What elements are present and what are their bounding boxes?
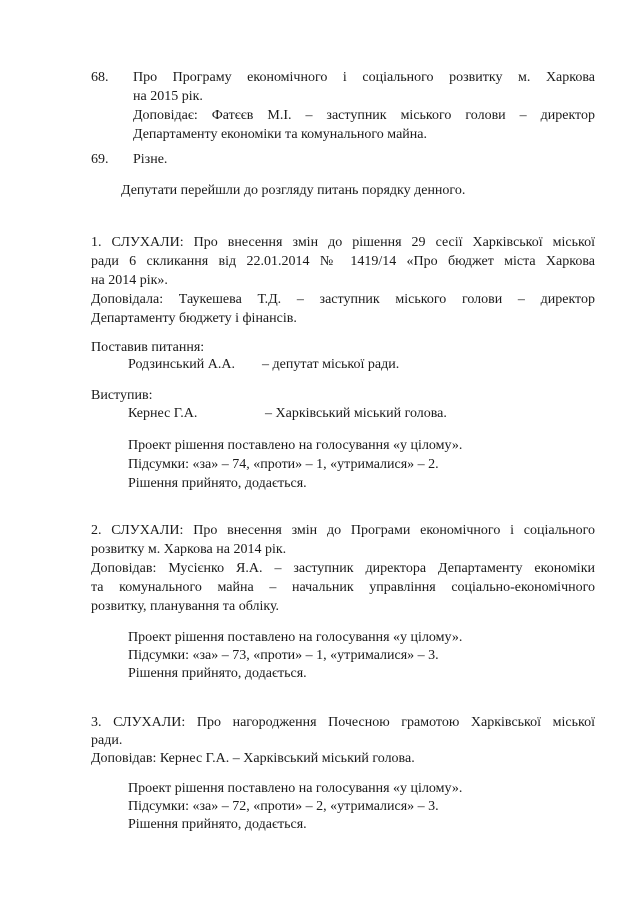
section-heading-cont: ради.	[91, 733, 123, 748]
section-heading-cont: ради 6 скликання від 22.01.2014 № 1419/14 «Про бюджет міста Харкова	[91, 254, 595, 269]
section-heading-cont: на 2014 рік».	[91, 273, 168, 288]
raised-question-label: Поставив питання:	[91, 340, 205, 355]
section-speaker: Доповідала: Таукешева Т.Д. – заступник міського голови – директор	[91, 292, 595, 307]
decision-text: Рішення прийнято, додається.	[128, 666, 307, 681]
vote-text: Проект рішення поставлено на голосування «у цілому».	[128, 438, 463, 453]
agenda-item-title-cont: на 2015 рік.	[133, 89, 203, 104]
section-heading: 3. СЛУХАЛИ: Про нагородження Почесною грамотою Харківської міської	[91, 715, 595, 730]
raised-question-name: Родзинський А.А.	[128, 357, 235, 372]
section-speaker: Доповідав: Кернес Г.А. – Харківський міський голова.	[91, 751, 415, 766]
section-heading: 1. СЛУХАЛИ: Про внесення змін до рішення 29 сесії Харківської міської	[91, 235, 595, 250]
raised-question-role: – депутат міської ради.	[262, 357, 400, 372]
vote-text: Проект рішення поставлено на голосування «у цілому».	[128, 781, 463, 796]
agenda-item-title: Про Програму економічного і соціального розвитку м. Харкова	[133, 70, 595, 85]
spoke-name: Кернес Г.А.	[128, 406, 198, 421]
agenda-item-speaker-cont: Департаменту економіки та комунального майна.	[133, 127, 427, 142]
decision-text: Рішення прийнято, додається.	[128, 817, 307, 832]
agenda-item-title: Різне.	[133, 152, 168, 167]
spoke-role: – Харківський міський голова.	[265, 406, 447, 421]
agenda-item-number: 69.	[91, 152, 109, 167]
vote-results: Підсумки: «за» – 72, «проти» – 2, «утрималися» – 3.	[128, 799, 439, 814]
decision-text: Рішення прийнято, додається.	[128, 476, 307, 491]
section-speaker-cont: розвитку, планування та обліку.	[91, 599, 280, 614]
agenda-item-speaker: Доповідає: Фатєєв М.І. – заступник міського голови – директор	[133, 108, 595, 123]
vote-text: Проект рішення поставлено на голосування «у цілому».	[128, 630, 463, 645]
spoke-label: Виступив:	[91, 388, 153, 403]
section-speaker-cont: та комунального майна – начальник управління соціально-економічного	[91, 580, 595, 595]
section-speaker: Доповідав: Мусієнко Я.А. – заступник директора Департаменту економіки	[91, 561, 595, 576]
agenda-item-number: 68.	[91, 70, 109, 85]
section-speaker-cont: Департаменту бюджету і фінансів.	[91, 311, 297, 326]
section-heading: 2. СЛУХАЛИ: Про внесення змін до Програми економічного і соціального	[91, 523, 595, 538]
vote-results: Підсумки: «за» – 74, «проти» – 1, «утрималися» – 2.	[128, 457, 439, 472]
section-heading-cont: розвитку м. Харкова на 2014 рік.	[91, 542, 287, 557]
vote-results: Підсумки: «за» – 73, «проти» – 1, «утрималися» – 3.	[128, 648, 439, 663]
transition-text: Депутати перейшли до розгляду питань порядку денного.	[121, 183, 466, 198]
